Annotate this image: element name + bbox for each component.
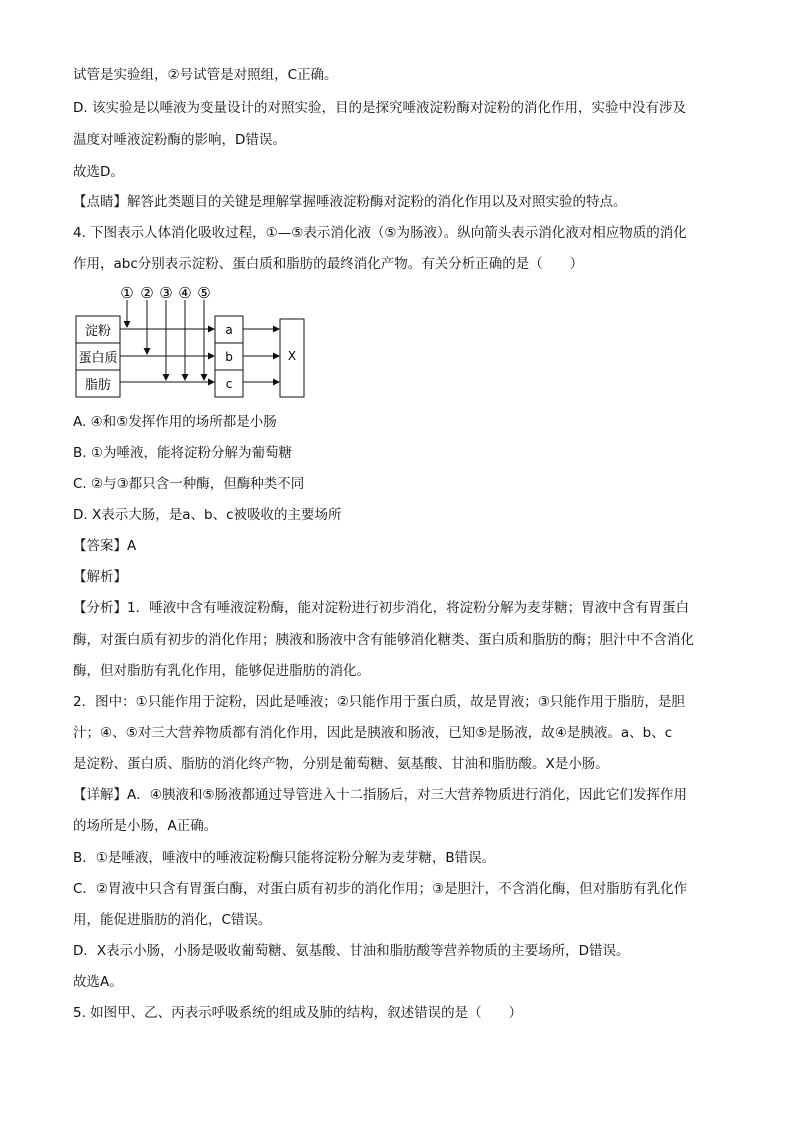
- substance-starch: 淀粉: [84, 324, 112, 339]
- substance-protein: 蛋白质: [78, 351, 118, 366]
- analysis-line: 用，能促进脂肪的消化，C错误。: [73, 912, 272, 928]
- analysis-line: 故选A。: [73, 974, 123, 990]
- analysis-line: D．X表示小肠，小肠是吸收葡萄糖、氨基酸、甘油和脂肪酸等营养物质的主要场所，D错误。: [73, 943, 630, 959]
- juice-2-label: ②: [140, 284, 154, 302]
- text-line: 温度对唾液淀粉酶的影响，D错误。: [73, 132, 286, 148]
- text-line: D. 该实验是以唾液为变量设计的对照实验，目的是探究唾液淀粉酶对淀粉的消化作用，实验中没有涉及: [73, 100, 686, 116]
- analysis-line: 酶，对蛋白质有初步的消化作用；胰液和肠液中含有能够消化糖类、蛋白质和脂肪的酶；胆汁中不含消化: [73, 632, 694, 648]
- analysis-heading: 【解析】: [73, 569, 127, 585]
- analysis-line: C．②胃液中只含有胃蛋白酶，对蛋白质有初步的消化作用；③是胆汁，不含消化酶，但对脂肪有乳化作: [73, 881, 688, 897]
- text-line: 故选D。: [73, 164, 124, 180]
- product-a: a: [225, 323, 233, 337]
- substance-boxes: [76, 316, 120, 397]
- question-5-stem: 5. 如图甲、乙、丙表示呼吸系统的组成及肺的结构，叙述错误的是（ ）: [73, 1005, 523, 1021]
- analysis-line: 汁；④、⑤对三大营养物质都有消化作用，因此是胰液和肠液，已知⑤是肠液，故④是胰液。a、b、c: [73, 725, 673, 741]
- product-c: c: [225, 377, 233, 391]
- option-c: C. ②与③都只含一种酶，但酶种类不同: [73, 476, 305, 492]
- digestion-diagram: [70, 282, 310, 402]
- product-boxes: [215, 316, 243, 397]
- analysis-line: 2．图中：①只能作用于淀粉，因此是唾液；②只能作用于蛋白质，故是胃液；③只能作用于脂肪，是胆: [73, 694, 685, 710]
- juice-4-label: ④: [178, 284, 192, 302]
- analysis-line: 的场所是小肠，A正确。: [73, 818, 218, 834]
- text-line: 试管是实验组，②号试管是对照组，C正确。: [73, 67, 338, 83]
- juice-1-label: ①: [120, 284, 134, 302]
- option-b: B. ①为唾液，能将淀粉分解为葡萄糖: [73, 445, 292, 461]
- option-d: D. X表示大肠，是a、b、c被吸收的主要场所: [73, 507, 342, 523]
- analysis-line: B．①是唾液，唾液中的唾液淀粉酶只能将淀粉分解为麦芽糖，B错误。: [73, 850, 496, 866]
- substance-fat: 脂肪: [84, 378, 112, 393]
- text-line: 【点睛】解答此类题目的关键是理解掌握唾液淀粉酶对淀粉的消化作用以及对照实验的特点。: [73, 194, 627, 210]
- juice-3-label: ③: [159, 284, 173, 302]
- question-4-stem: 4. 下图表示人体消化吸收过程，①—⑤表示消化液（⑤为肠液）。纵向箭头表示消化液对相应物质的消化: [73, 225, 687, 241]
- answer: 【答案】A: [73, 538, 137, 554]
- question-4-stem: 作用，abc分别表示淀粉、蛋白质和脂肪的最终消化产物。有关分析正确的是（ ）: [73, 256, 584, 272]
- analysis-line: 酶，但对脂肪有乳化作用，能够促进脂肪的消化。: [73, 663, 370, 679]
- analysis-line: 【详解】A．④胰液和⑤肠液都通过导管进入十二指肠后，对三大营养物质进行消化，因此它们发挥作用: [73, 787, 687, 803]
- option-a: A. ④和⑤发挥作用的场所都是小肠: [73, 414, 277, 430]
- analysis-line: 【分析】1．唾液中含有唾液淀粉酶，能对淀粉进行初步消化，将淀粉分解为麦芽糖；胃液中含有胃蛋白: [73, 600, 690, 616]
- analysis-line: 是淀粉、蛋白质、脂肪的消化终产物，分别是葡萄糖、氨基酸、甘油和脂肪酸。X是小肠。: [73, 756, 609, 772]
- product-b: b: [225, 350, 233, 364]
- organ-x-label: X: [287, 349, 297, 363]
- juice-5-label: ⑤: [197, 284, 211, 302]
